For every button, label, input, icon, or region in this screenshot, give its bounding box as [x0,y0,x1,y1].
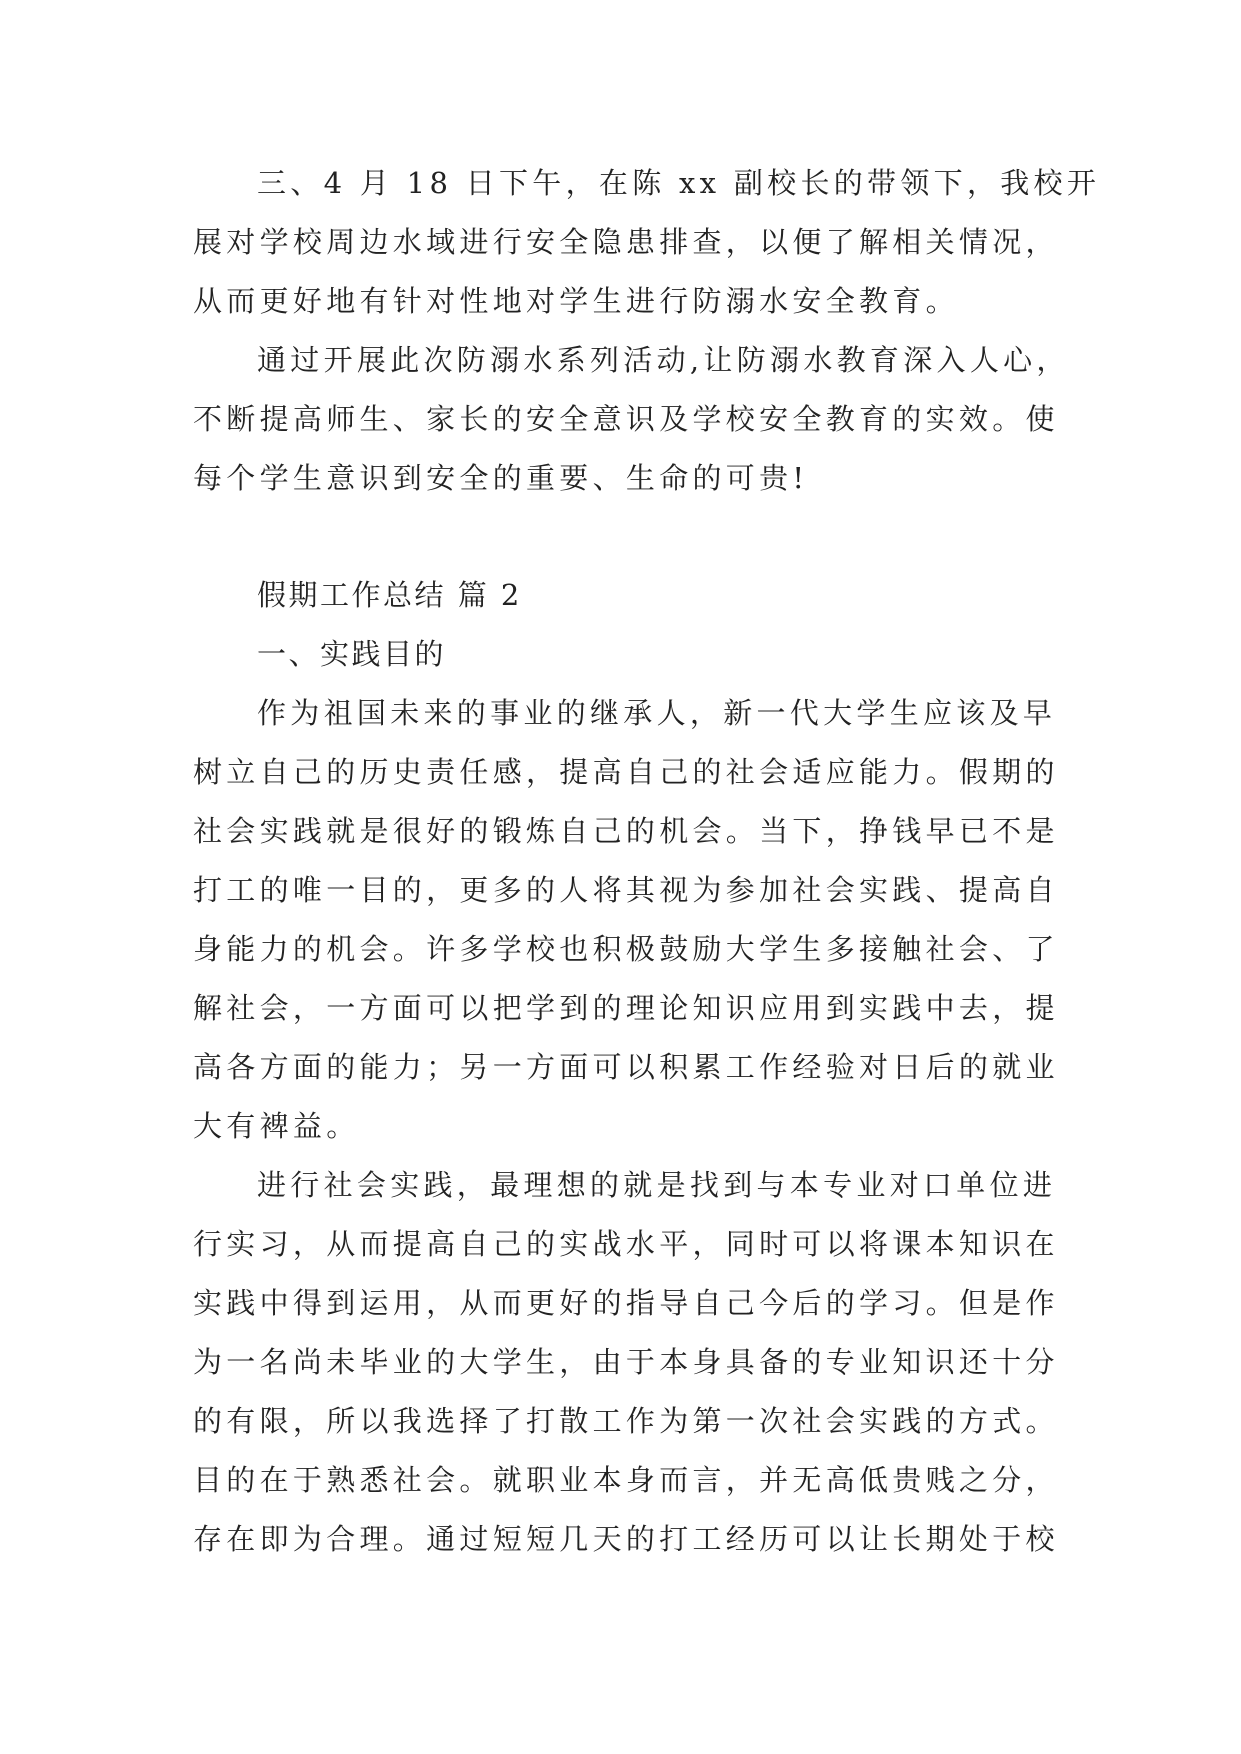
text-line: 实践中得到运用，从而更好的指导自己今后的学习。但是作 [193,1286,1059,1320]
text-line: 的有限，所以我选择了打散工作为第一次社会实践的方式。 [193,1404,1059,1438]
text-line: 存在即为合理。通过短短几天的打工经历可以让长期处于校 [193,1522,1059,1556]
text-line: 目的在于熟悉社会。就职业本身而言，并无高低贵贱之分， [193,1463,1059,1497]
section-title: 假期工作总结 篇 2 [257,578,522,612]
text-line: 展对学校周边水域进行安全隐患排查，以便了解相关情况， [193,225,1059,259]
text-line: 作为祖国未来的事业的继承人，新一代大学生应该及早 [257,696,1057,730]
text-line: 解社会，一方面可以把学到的理论知识应用到实践中去，提 [193,991,1059,1025]
section-gap [193,508,1053,566]
text-line: 不断提高师生、家长的安全意识及学校安全教育的实效。使 [193,402,1059,436]
text-line: 大有裨益。 [193,1109,360,1143]
subheading: 一、实践目的 [257,637,447,671]
document-body [193,154,1101,1569]
text-line: 每个学生意识到安全的重要、生命的可贵! [193,461,809,495]
text-line: 树立自己的历史责任感，提高自己的社会适应能力。假期的 [193,755,1059,789]
text-line: 高各方面的能力；另一方面可以积累工作经验对日后的就业 [193,1050,1059,1084]
text-line: 社会实践就是很好的锻炼自己的机会。当下，挣钱早已不是 [193,814,1059,848]
text-line: 为一名尚未毕业的大学生，由于本身具备的专业知识还十分 [193,1345,1059,1379]
text-line: 通过开展此次防溺水系列活动,让防溺水教育深入人心， [257,343,1070,377]
text-line: 从而更好地有针对性地对学生进行防溺水安全教育。 [193,284,959,318]
paragraph [193,331,1070,508]
text-line: 打工的唯一目的，更多的人将其视为参加社会实践、提高自 [193,873,1059,907]
paragraph [193,1156,1059,1569]
text-line: 行实习，从而提高自己的实战水平，同时可以将课本知识在 [193,1227,1059,1261]
paragraph [193,154,1101,331]
text-line: 进行社会实践，最理想的就是找到与本专业对口单位进 [257,1168,1057,1202]
paragraph [193,684,1059,1156]
text-line: 三、4 月 18 日下午，在陈 xx 副校长的带领下，我校开 [257,166,1101,200]
text-line: 身能力的机会。许多学校也积极鼓励大学生多接触社会、了 [193,932,1059,966]
